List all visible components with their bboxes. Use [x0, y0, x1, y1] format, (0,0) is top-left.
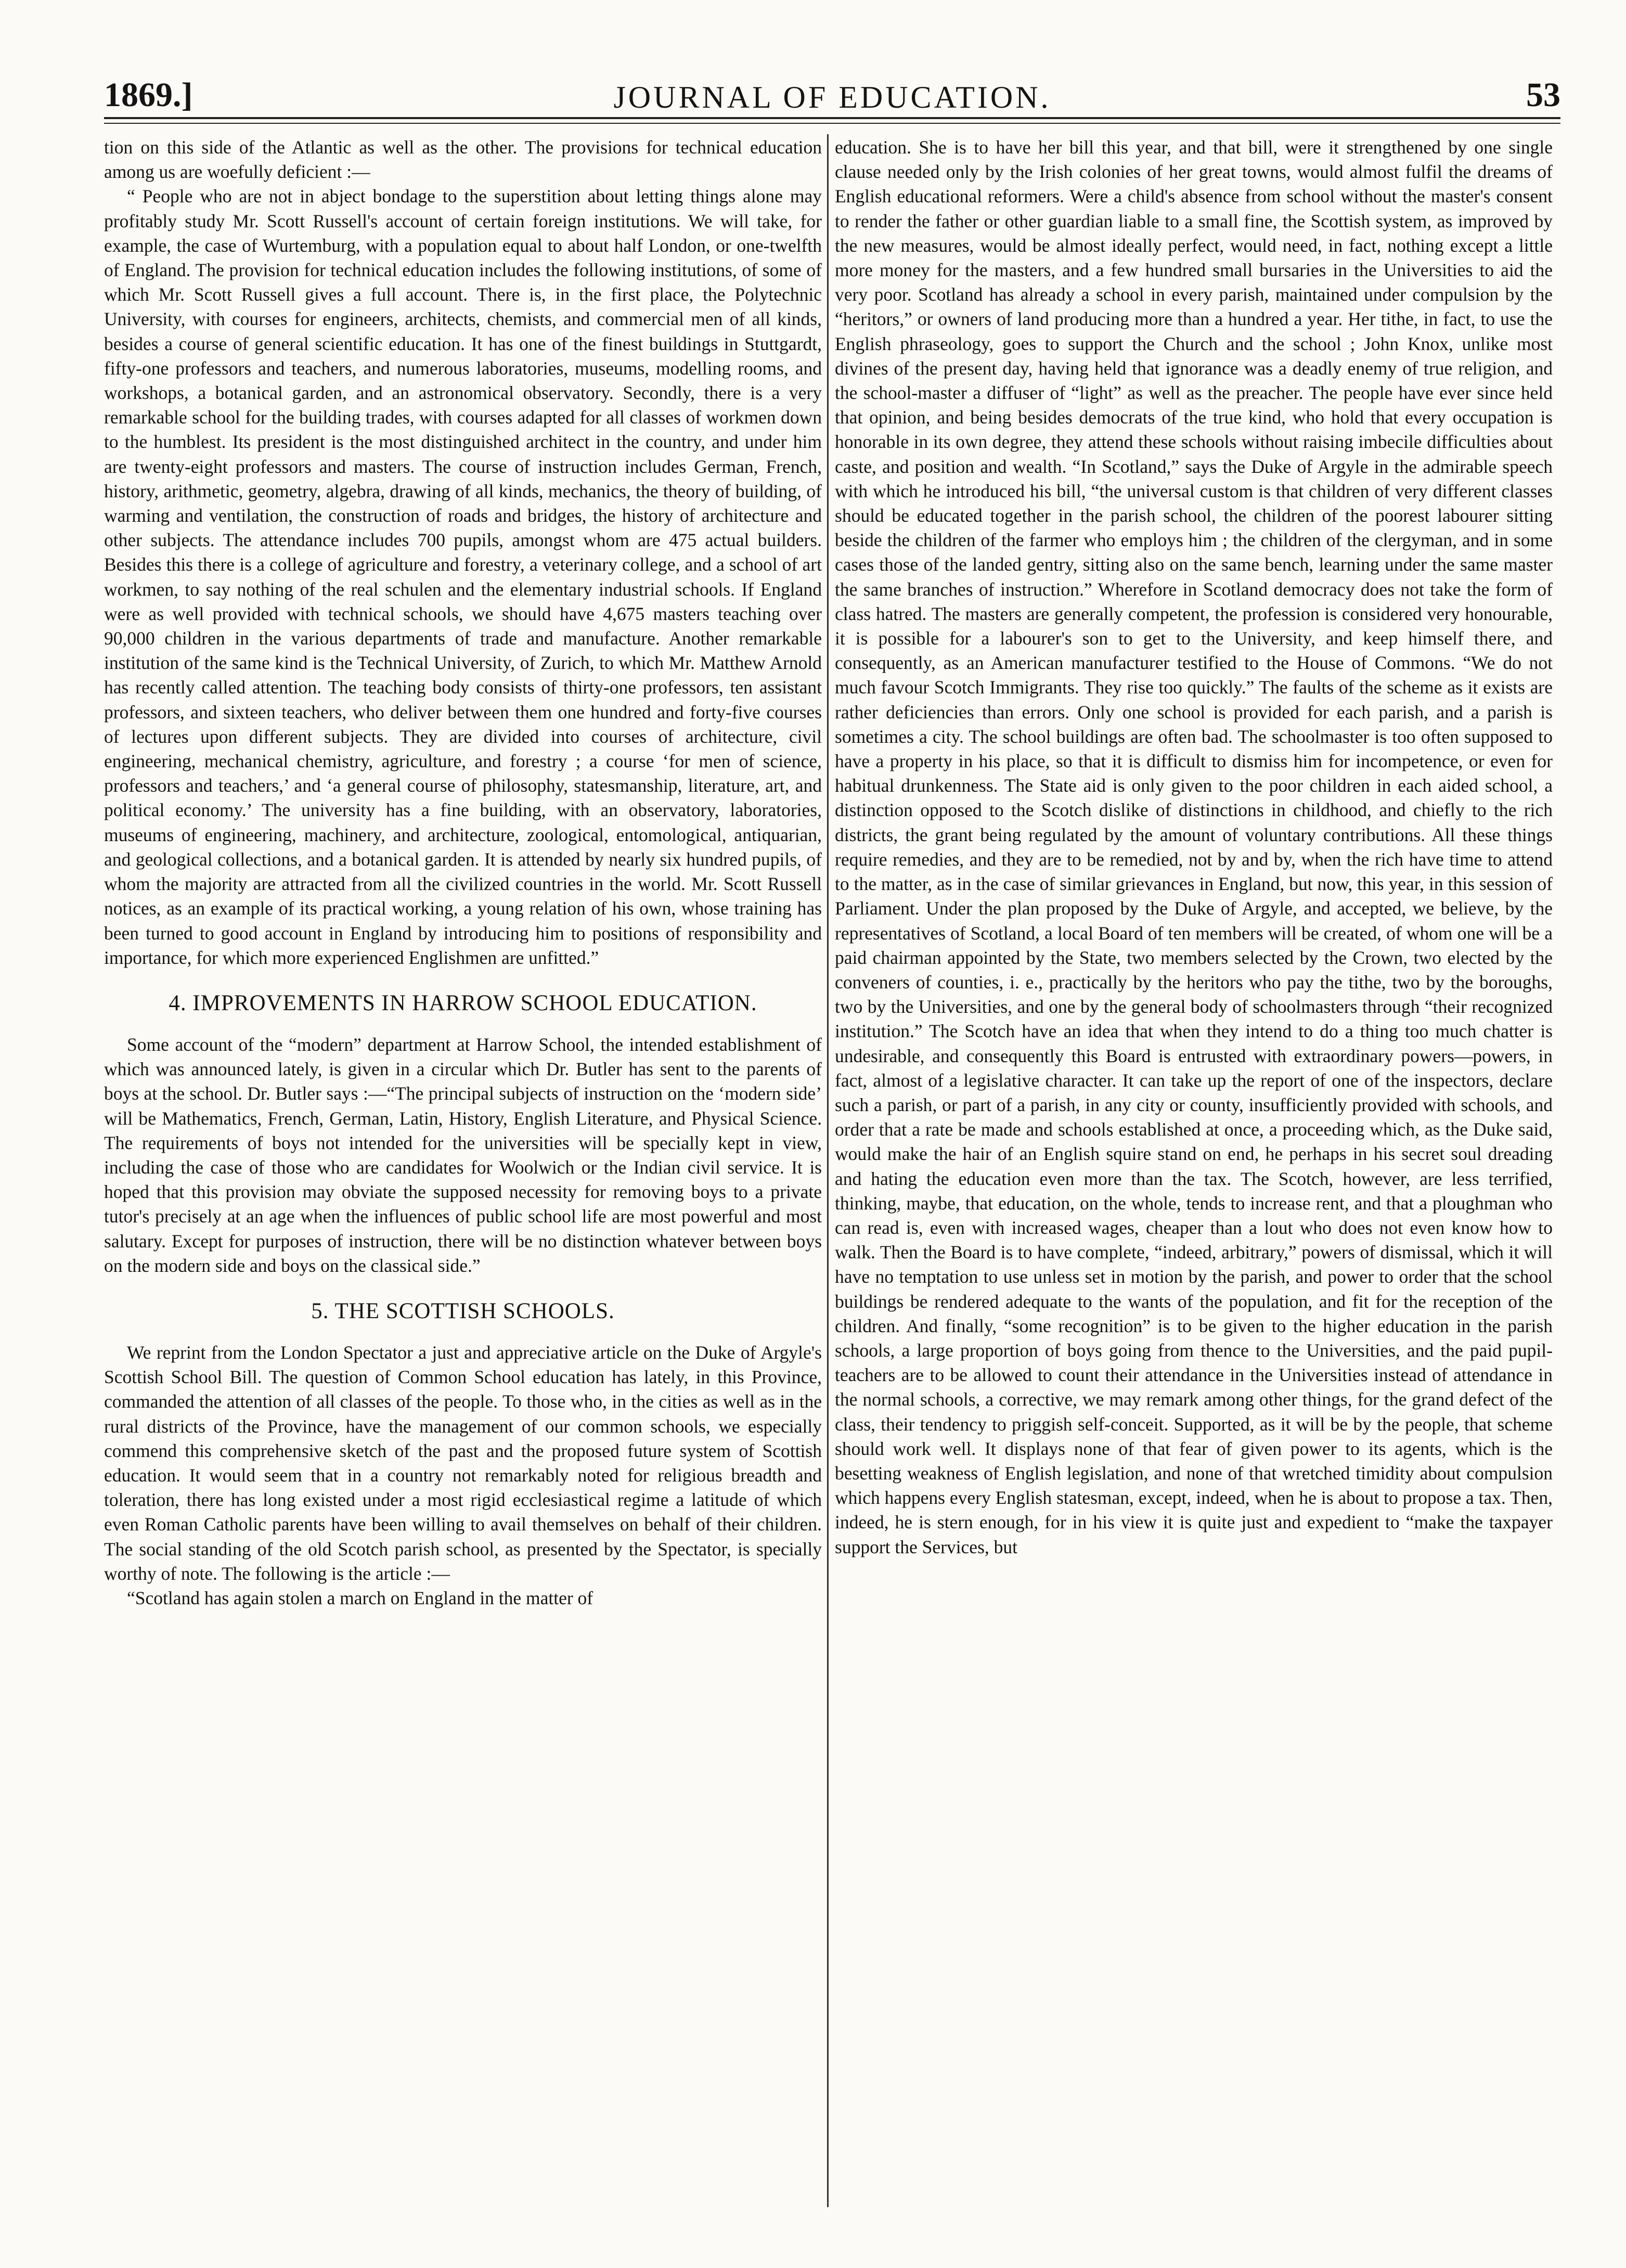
right-column [835, 135, 1553, 2195]
paragraph: Some account of the “modern” department at Harrow School, the intended establishment of which was announced lately, is given in a circular which Dr. Butler has sent to the parents of boys at the school. Dr. Butler says :—“The principal subjects of instruction on the ‘modern side’ will be Mathematics, French, German, Latin, History, English Literature, and Physical Science. The requirements of boys not intended for the universities will be specially kept in view, including the case of those who are candidates for Woolwich or the Indian civil service. It is hoped that this provision may obviate the supposed necessity for removing boys to a private tutor's precisely at an age when the influences of public school life are most powerful and most salutary. Except for purposes of instruction, there will be no distinction whatever between boys on the modern side and boys on the classical side.” [104, 1034, 822, 1276]
paragraph: “Scotland has again stolen a march on England in the matter of [127, 1587, 593, 1608]
header-year: 1869.] [104, 76, 193, 114]
header-rule-thick [104, 117, 1560, 119]
section-heading-scottish-schools: 5. THE SCOTTISH SCHOOLS. [311, 1298, 615, 1323]
paragraph: “ People who are not in abject bondage to the superstition about letting things alone may profitably study Mr. Scott Russell's account of certain foreign institutions. We will take, for example, the case of Wurtemburg, with a population equal to about half London, or one-twelfth of England. The provision for technical education includes the following institutions, of some of which Mr. Scott Russell gives a full account. There is, in the first place, the Polytechnic University, with courses for engineers, architects, chemists, and commercial men of all kinds, besides a course of general scientific education. It has one of the finest buildings in Stuttgardt, fifty-one professors and teachers, and numerous laboratories, museums, modelling rooms, and workshops, a botanical garden, and an astronomical observatory. Secondly, there is a very remarkable school for the building trades, with courses adapted for all classes of workmen down to the humblest. Its president is the most distinguished architect in the country, and under him are twenty-eight professors and masters. The course of instruction includes German, French, history, arithmetic, geometry, algebra, drawing of all kinds, mechanics, the theory of building, of warming and ventilation, the construction of roads and bridges, the history of architecture and other subjects. The attendance includes 700 pupils, amongst whom are 475 actual builders. Besides this there is a college of agriculture and forestry, a veterinary college, and a school of art workmen, to say nothing of the real schulen and the elementary industrial schools. If England were as well provided with technical schools, we should have 4,675 masters teaching over 90,000 children in the various departments of trade and manufacture. Another remarkable institution of the same kind is the Technical University, of Zurich, to which Mr. Matthew Arnold has recently called attention. The teaching body consists of thirty-one professors, ten assistant professors, and sixteen teachers, who deliver between them one hundred and forty-five courses of lectures upon different subjects. They are divided into courses of architecture, civil engineering, mechanical chemistry, agriculture, and forestry ; a course ‘for men of science, professors and teachers,’ and ‘a general course of philosophy, statesmanship, literature, art, and political economy.’ The university has a fine building, with an observatory, laboratories, museums of engineering, machinery, and architecture, zoological, entomological, antiquarian, and geological collections, and a botanical garden. It is attended by nearly six hundred pupils, of whom the majority are attracted from all the civilized countries in the world. Mr. Scott Russell notices, as an example of its practical working, a young relation of his own, whose training has been turned to good account in England by introducing him to positions of responsibility and importance, for which more experienced Englishmen are unfitted.” [104, 186, 822, 968]
header-rule-thin [104, 123, 1560, 124]
journal-title: JOURNAL OF EDUCATION. [613, 80, 1051, 114]
running-header [104, 70, 1560, 117]
column-divider [827, 134, 829, 2207]
section-heading-harrow: 4. IMPROVEMENTS IN HARROW SCHOOL EDUCATION. [169, 990, 757, 1015]
paragraph: tion on this side of the Atlantic as well as the other. The provisions for technical education among us are woefully deficient :— [104, 137, 822, 183]
paragraph: We reprint from the London Spectator a just and appreciative article on the Duke of Argyle's Scottish School Bill. The question of Common School education has lately, in this Province, commanded the attention of all classes of the people. To those who, in the cities as well as in the rural districts of the Province, have the management of our common schools, we especially commend this comprehensive sketch of the past and the proposed future system of Scottish education. It would seem that in a country not remarkably noted for religious breadth and toleration, there has long existed under a most rigid ecclesiastical regime a latitude of which even Roman Catholic parents have been willing to avail themselves on behalf of their children. The social standing of the old Scotch parish school, as presented by the Spectator, is specially worthy of note. The following is the article :— [104, 1342, 822, 1584]
page-number: 53 [1526, 76, 1560, 114]
left-column [104, 135, 822, 2195]
paragraph: education. She is to have her bill this year, and that bill, were it strengthened by one single clause needed only by the Irish colonies of her great towns, would almost fulfil the dreams of English educational reformers. Were a child's absence from school without the master's consent to render the father or other guardian liable to a small fine, the Scottish system, as improved by the new measures, would be almost ideally perfect, would need, in fact, nothing except a little more money for the masters, and a few hundred small bursaries in the Universities to aid the very poor. Scotland has already a school in every parish, maintained under compulsion by the “heritors,” or owners of land producing more than a hundred a year. Her tithe, in fact, to use the English phraseology, goes to support the Church and the school ; John Knox, unlike most divines of the present day, having held that ignorance was a deadly enemy of true religion, and the school-master a diffuser of “light” as well as the preacher. The people have ever since held that opinion, and being besides democrats of the true kind, who hold that every occupation is honorable in its own degree, they attend these schools without raising imbecile difficulties about caste, and position and wealth. “In Scotland,” says the Duke of Argyle in the admirable speech with which he introduced his bill, “the universal custom is that children of very different classes should be educated together in the parish school, the children of the poorest labourer sitting beside the children of the farmer who employs him ; the children of the clergyman, and in some cases those of the landed gentry, sitting also on the same bench, learning under the same master the same branches of instruction.” Wherefore in Scotland democracy does not take the form of class hatred. The masters are generally competent, the profession is considered very honourable, it is possible for a labourer's son to get to the University, and keep himself there, and consequently, as an American manufacturer testified to the House of Commons. “We do not much favour Scotch Immigrants. They rise too quickly.” The faults of the scheme as it exists are rather deficiencies than errors. Only one school is provided for each parish, and a parish is sometimes a city. The school buildings are often bad. The schoolmaster is too often supposed to have a property in his place, so that it is difficult to dismiss him for incompetence, or even for habitual drunkenness. The State aid is only given to the poor children in each aided school, a distinction opposed to the Scotch dislike of distinctions in childhood, and chiefly to the rich districts, the grant being regulated by the amount of voluntary contributions. All these things require remedies, and they are to be remedied, not by and by, when the rich have time to attend to the matter, as in the case of similar grievances in England, but now, this year, in this session of Parliament. Under the plan proposed by the Duke of Argyle, and accepted, we believe, by the representatives of Scotland, a local Board of ten members will be created, of whom one will be a paid chairman appointed by the State, two members selected by the Crown, two elected by the conveners of counties, i. e., practically by the heritors who pay the tithe, two by the boroughs, two by the Universities, and one by the general body of schoolmasters through “their recognized institution.” The Scotch have an idea that when they intend to do a thing too much chatter is undesirable, and consequently this Board is entrusted with extraordinary powers—powers, in fact, almost of a legislative character. It can take up the report of one of the inspectors, declare such a parish, or part of a parish, in any city or county, insufficiently provided with schools, and order that a rate be made and schools established at once, a proceeding which, as the Duke said, would make the hair of an English squire stand on end, he perhaps in his secret soul dreading and hating the education even more than the tax. The Scotch, however, are less terrified, thinking, maybe, that education, on the whole, tends to increase rent, and that a ploughman who can read is, even with increased wages, cheaper than a lout who does not even know how to walk. Then the Board is to have complete, “indeed, arbitrary,” powers of dismissal, which it will have no temptation to use unless set in motion by the parish, and power to order that the school buildings be rendered adequate to the wants of the population, and fit for the reception of the children. And finally, “some recognition” is to be given to the higher education in the parish schools, a large proportion of boys going from thence to the Universities, and the paid pupil-teachers are to be allowed to count their attendance in the Universities instead of attendance in the normal schools, a corrective, we may remark among other things, for the grand defect of the class, their tendency to priggish self-conceit. Supported, as it will be by the people, that scheme should work well. It displays none of that fear of given power to its agents, which is the besetting weakness of English legislation, and none of that wretched timidity about compulsion which happens every English statesman, except, indeed, when he is about to propose a tax. Then, indeed, he is stern enough, for in his view it is quite just and expedient to “make the taxpayer support the Services, but [835, 137, 1553, 1557]
